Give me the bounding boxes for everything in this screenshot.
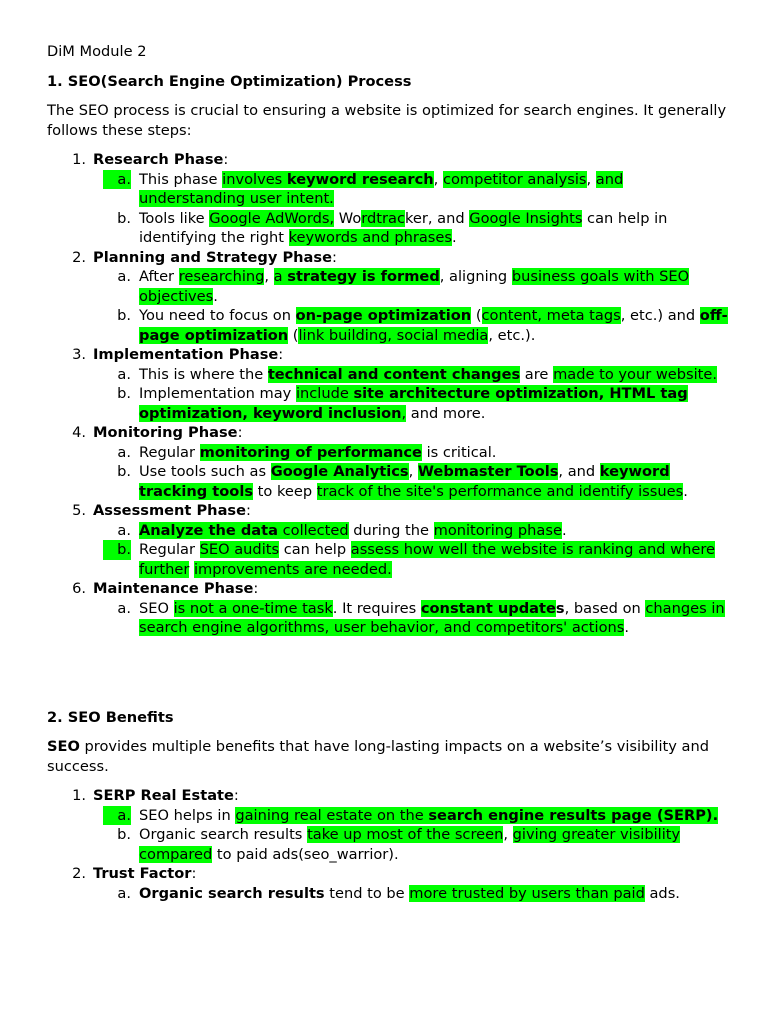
document-title: DiM Module 2 — [47, 43, 147, 60]
list-subitem: a. This is where the technical and content changes are made to your website. — [117, 365, 718, 383]
list-subitem: b. Organic search results take up most of the screen, giving greater visibility compared to paid ads(seo_warrior). — [117, 826, 681, 863]
list-subitem: a. Regular monitoring of performance is critical. — [117, 443, 497, 461]
list-subitem: a. SEO helps in gaining real estate on the search engine results page (SERP). — [0, 806, 729, 826]
list-subitem: b. Use tools such as Google Analytics, Webmaster Tools, and keyword tracking tools to keep track of the site's performance and identify issues. — [117, 463, 688, 500]
list-subitem: a. Organic search results tend to be more trusted by users than paid ads. — [117, 884, 680, 902]
list-item-assessment-phase: 5. Assessment Phase: — [72, 502, 251, 519]
list-subitem: b. Regular SEO audits can help assess how well the website is ranking and where further improvements are needed. — [0, 540, 729, 579]
section-heading-seo-benefits: 2. SEO Benefits — [47, 709, 174, 726]
list-item-trust-factor: 2. Trust Factor: — [72, 865, 197, 882]
list-item-monitoring-phase: 4. Monitoring Phase: — [72, 424, 243, 441]
seo-process-steps-list — [0, 150, 768, 638]
seo-benefits-list — [0, 786, 768, 903]
list-item-maintenance-phase: 6. Maintenance Phase: — [72, 580, 259, 597]
benefits-intro-paragraph: SEO provides multiple benefits that have long-lasting impacts on a website’s visibility and success. — [47, 738, 709, 775]
list-item-research-phase: 1. Research Phase: — [72, 151, 229, 168]
list-item-planning-phase: 2. Planning and Strategy Phase: — [72, 248, 337, 266]
list-subitem: a. After researching, a strategy is formed, aligning business goals with SEO objectives. — [117, 268, 690, 305]
list-subitem: a. Analyze the data collected during the monitoring phase. — [117, 521, 567, 539]
section-heading-seo-process: 1. SEO(Search Engine Optimization) Process — [47, 73, 412, 90]
list-subitem: a. This phase involves keyword research, competitor analysis, and understanding user intent. — [0, 170, 729, 209]
list-item-serp-real-estate: 1. SERP Real Estate: — [72, 787, 239, 804]
list-subitem: b. Implementation may include site architecture optimization, HTML tag optimization, keyword inclusion, and more. — [117, 385, 688, 422]
list-subitem: a. SEO is not a one-time task. It requires constant updates, based on changes in search engine algorithms, user behavior, and competitors' actions. — [117, 599, 725, 636]
intro-paragraph: The SEO process is crucial to ensuring a website is optimized for search engines. It generally follows these steps: — [47, 102, 727, 139]
list-subitem: b. Tools like Google AdWords, Wordtracker, and Google Insights can help in identifying the right keywords and phrases. — [117, 209, 668, 246]
list-item-implementation-phase: 3. Implementation Phase: — [72, 346, 284, 363]
list-subitem: b. You need to focus on on-page optimization (content, meta tags, etc.) and off-page optimization (link building, social media, etc.). — [117, 307, 728, 344]
